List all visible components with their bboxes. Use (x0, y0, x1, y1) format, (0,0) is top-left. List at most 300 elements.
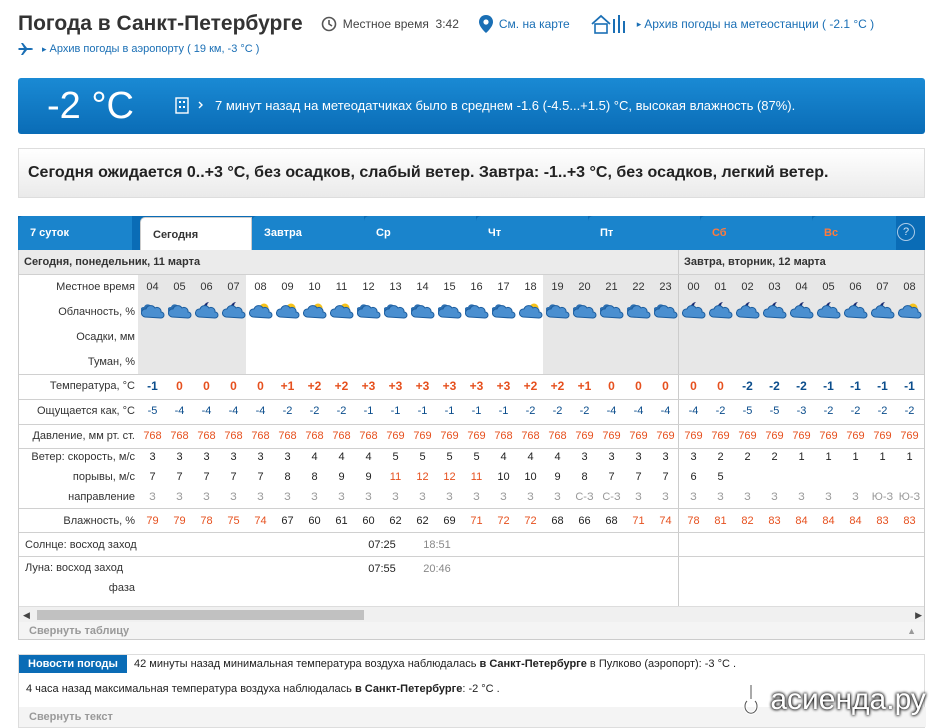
direction-cell: З (554, 491, 561, 503)
station-archive-link[interactable] (590, 13, 874, 35)
feels-cell: -4 (255, 405, 266, 417)
feels-cell: -5 (147, 405, 158, 417)
cloudy-icon (384, 300, 408, 323)
news-text: в Пулково (аэропорт): -3 °C . (586, 658, 737, 670)
gusts-cell: 9 (365, 471, 372, 483)
partly-cloudy-night-icon (222, 300, 246, 323)
hours-cell: 02 (741, 281, 754, 293)
pressure-cell: 768 (521, 430, 540, 442)
hours-cell: 06 (200, 281, 213, 293)
cloudy-icon (492, 300, 516, 323)
row-divider (19, 399, 925, 400)
humidity-cell: 82 (741, 515, 754, 527)
humidity-cell: 72 (497, 515, 510, 527)
feels-cell: -2 (579, 405, 590, 417)
news-city: в Санкт-Петербурге (479, 658, 587, 670)
cloud-night-icon (627, 300, 651, 323)
partly-cloudy-night-icon (709, 300, 733, 323)
humidity-cell: 71 (470, 515, 483, 527)
direction-cell: З (311, 491, 318, 503)
page-title: Погода в Санкт-Петербурге (18, 12, 303, 35)
temp-cell: -2 (796, 379, 807, 393)
hours-cell: 07 (876, 281, 889, 293)
collapse-text-label: Свернуть текст (29, 711, 113, 723)
gusts-cell: 7 (203, 471, 210, 483)
scrollbar-thumb[interactable] (37, 610, 364, 620)
pressure-cell: 769 (440, 430, 459, 442)
row-divider (19, 448, 925, 449)
map-link[interactable] (479, 15, 570, 33)
feels-cell: -2 (336, 405, 347, 417)
humidity-cell: 62 (389, 515, 402, 527)
pressure-cell: 769 (575, 430, 594, 442)
temp-cell: -1 (850, 379, 861, 393)
day-label-today: Сегодня, понедельник, 11 марта (24, 256, 201, 268)
hours-cell: 03 (768, 281, 781, 293)
temp-cell: +3 (469, 379, 484, 393)
row-label: Облачность, % (58, 306, 135, 318)
row-divider (19, 556, 925, 557)
pressure-cell: 768 (278, 430, 297, 442)
pressure-cell: 769 (629, 430, 648, 442)
sunset-time: 18:51 (423, 539, 451, 551)
temp-cell: +2 (334, 379, 349, 393)
hours-cell: 14 (416, 281, 429, 293)
humidity-cell: 60 (362, 515, 375, 527)
direction-cell: З (392, 491, 399, 503)
wind-cell: 3 (690, 451, 697, 463)
humidity-cell: 84 (795, 515, 808, 527)
gusts-cell: 5 (717, 471, 724, 483)
humidity-cell: 75 (227, 515, 240, 527)
partly-sunny-icon (330, 300, 354, 323)
hours-cell: 06 (849, 281, 862, 293)
hours-cell: 04 (146, 281, 159, 293)
tab-label: Завтра (264, 227, 302, 239)
humidity-cell: 60 (308, 515, 321, 527)
sunrise-time: 07:25 (368, 539, 396, 551)
feels-cell: -4 (228, 405, 239, 417)
wind-cell: 4 (554, 451, 561, 463)
tab-today[interactable] (140, 217, 252, 251)
station-link-label: Архив погоды на метеостанции (644, 17, 819, 31)
tab-day-5[interactable] (588, 216, 700, 250)
direction-cell: З (798, 491, 805, 503)
feels-cell: -1 (363, 405, 374, 417)
scroll-left-icon[interactable]: ◀ (23, 610, 30, 620)
airport-archive-link[interactable] (18, 42, 259, 56)
partly-cloudy-night-icon (195, 300, 219, 323)
pressure-cell: 769 (846, 430, 865, 442)
pressure-cell: 769 (413, 430, 432, 442)
gusts-cell: 6 (690, 471, 697, 483)
humidity-cell: 66 (578, 515, 591, 527)
wind-cell: 2 (744, 451, 751, 463)
news-city: в Санкт-Петербурге (354, 683, 463, 695)
hours-cell: 09 (281, 281, 294, 293)
hours-cell: 08 (903, 281, 916, 293)
wind-cell: 4 (365, 451, 372, 463)
partly-cloudy-night-icon (844, 300, 868, 323)
feels-cell: -2 (877, 405, 888, 417)
hours-cell: 15 (443, 281, 456, 293)
temp-cell: 0 (608, 379, 615, 393)
pressure-cell: 768 (494, 430, 513, 442)
gusts-cell: 7 (257, 471, 264, 483)
hours-cell: 00 (687, 281, 700, 293)
cloudy-icon (357, 300, 381, 323)
tab-day-4[interactable] (476, 216, 588, 250)
wind-cell: 3 (149, 451, 156, 463)
temp-cell: 0 (257, 379, 264, 393)
airport-link-label: Архив погоды в аэропорту (49, 43, 184, 55)
sun-label: Солнце: восход заход (25, 539, 137, 551)
row-label: направление (68, 491, 135, 503)
feels-cell: -1 (390, 405, 401, 417)
horizontal-scrollbar[interactable] (19, 606, 925, 622)
humidity-cell: 83 (768, 515, 781, 527)
direction-cell: З (230, 491, 237, 503)
row-label: Ветер: скорость, м/с (31, 451, 135, 463)
tab-day-2[interactable] (252, 216, 364, 250)
gusts-cell: 7 (662, 471, 669, 483)
local-time-value: 3:42 (435, 17, 459, 31)
tab-label: Ср (376, 227, 391, 239)
guitar-icon (740, 683, 762, 719)
feels-cell: -1 (498, 405, 509, 417)
partly-sunny-icon (519, 300, 543, 323)
wind-cell: 4 (527, 451, 534, 463)
header (18, 10, 894, 38)
feels-cell: -2 (715, 405, 726, 417)
gusts-cell: 11 (389, 471, 402, 483)
temp-cell: +2 (523, 379, 538, 393)
hours-cell: 13 (389, 281, 402, 293)
row-divider (19, 532, 925, 533)
temp-cell: 0 (717, 379, 724, 393)
row-label: Влажность, % (63, 515, 135, 527)
station-temp: ( -2.1 °C ) (822, 17, 875, 31)
feels-cell: -2 (850, 405, 861, 417)
airplane-icon (18, 42, 34, 56)
tab-label: Вс (824, 227, 839, 239)
pressure-cell: 768 (143, 430, 162, 442)
direction-cell: З (635, 491, 642, 503)
direction-cell: Ю-З (871, 491, 894, 503)
temp-cell: +3 (415, 379, 430, 393)
hours-cell: 17 (497, 281, 510, 293)
map-pin-icon (479, 15, 493, 33)
news-text: : -2 °C . (462, 683, 500, 695)
hours-cell: 04 (795, 281, 808, 293)
day-separator (678, 250, 679, 606)
row-label: Туман, % (87, 356, 135, 368)
wind-cell: 3 (257, 451, 264, 463)
gusts-cell: 8 (284, 471, 291, 483)
humidity-cell: 71 (632, 515, 645, 527)
tab-7-days[interactable] (18, 216, 132, 250)
row-label: Давление, мм рт. ст. (32, 430, 135, 442)
gusts-cell: 8 (311, 471, 318, 483)
feels-cell: -1 (444, 405, 455, 417)
row-label: порывы, м/с (72, 471, 135, 483)
crescent-moon-icon (404, 584, 418, 605)
hours-cell: 21 (605, 281, 618, 293)
feels-cell: -5 (742, 405, 753, 417)
pressure-cell: 769 (684, 430, 703, 442)
partly-sunny-icon (303, 300, 327, 323)
cloud-night-icon (654, 300, 678, 323)
temp-cell: +3 (361, 379, 376, 393)
direction-cell: З (717, 491, 724, 503)
feels-cell: -4 (201, 405, 212, 417)
wind-cell: 5 (446, 451, 453, 463)
humidity-cell: 68 (605, 515, 618, 527)
gusts-cell: 8 (581, 471, 588, 483)
pressure-cell: 769 (467, 430, 486, 442)
tab-label: Сб (712, 227, 727, 239)
wind-cell: 5 (473, 451, 480, 463)
feels-cell: -2 (309, 405, 320, 417)
direction-cell: Ю-З (898, 491, 921, 503)
hours-cell: 10 (308, 281, 321, 293)
hours-cell: 05 (173, 281, 186, 293)
hours-cell: 01 (714, 281, 727, 293)
partly-cloudy-night-icon (817, 300, 841, 323)
partly-cloudy-night-icon (736, 300, 760, 323)
cloudy-icon (438, 300, 462, 323)
gusts-cell: 7 (149, 471, 156, 483)
temp-cell: 0 (203, 379, 210, 393)
pressure-cell: 769 (900, 430, 919, 442)
humidity-cell: 79 (173, 515, 186, 527)
partly-cloudy-night-icon (682, 300, 706, 323)
cloud-night-icon (600, 300, 624, 323)
pressure-cell: 768 (305, 430, 324, 442)
hours-cell: 08 (254, 281, 267, 293)
wind-cell: 2 (717, 451, 724, 463)
direction-cell: З (500, 491, 507, 503)
row-label: Осадки, мм (76, 331, 135, 343)
wind-cell: 1 (825, 451, 832, 463)
tab-day-7[interactable] (812, 216, 896, 250)
chevron-right-icon: ▸ (636, 18, 642, 29)
hours-cell: 19 (551, 281, 564, 293)
temp-cell: +3 (388, 379, 403, 393)
temp-cell: +1 (280, 379, 295, 393)
temp-cell: 0 (230, 379, 237, 393)
partly-sunny-icon (249, 300, 273, 323)
pressure-cell: 768 (332, 430, 351, 442)
wind-cell: 1 (879, 451, 886, 463)
gusts-cell: 7 (608, 471, 615, 483)
direction-cell: З (257, 491, 264, 503)
hours-cell: 16 (470, 281, 483, 293)
partly-cloudy-night-icon (790, 300, 814, 323)
direction-cell: З (149, 491, 156, 503)
gusts-cell: 7 (635, 471, 642, 483)
wind-cell: 1 (906, 451, 913, 463)
temp-cell: 0 (662, 379, 669, 393)
pressure-cell: 768 (359, 430, 378, 442)
help-icon[interactable]: ? (897, 223, 915, 241)
temp-cell: +1 (577, 379, 592, 393)
feels-cell: -1 (417, 405, 428, 417)
feels-cell: -4 (688, 405, 699, 417)
pressure-cell: 769 (765, 430, 784, 442)
direction-cell: З (203, 491, 210, 503)
pressure-cell: 768 (197, 430, 216, 442)
scroll-right-icon[interactable]: ▶ (915, 610, 922, 620)
humidity-cell: 84 (822, 515, 835, 527)
pressure-cell: 769 (602, 430, 621, 442)
feels-cell: -2 (525, 405, 536, 417)
pressure-cell: 768 (548, 430, 567, 442)
humidity-cell: 78 (687, 515, 700, 527)
gusts-cell: 9 (554, 471, 561, 483)
wind-cell: 3 (635, 451, 642, 463)
tab-day-6[interactable] (700, 216, 812, 250)
news-item (26, 683, 500, 695)
row-divider (19, 374, 925, 375)
wind-cell: 3 (662, 451, 669, 463)
humidity-cell: 72 (524, 515, 537, 527)
day-label-tomorrow: Завтра, вторник, 12 марта (684, 256, 826, 268)
gusts-cell: 12 (416, 471, 429, 483)
humidity-cell: 74 (254, 515, 267, 527)
humidity-cell: 84 (849, 515, 862, 527)
current-weather-text: 7 минут назад на метеодатчиках было в среднем -1.6 (-4.5...+1.5) °C, высокая влажность (87%). (215, 98, 796, 113)
wind-cell: 3 (284, 451, 291, 463)
clock-icon (321, 16, 337, 32)
temp-cell: 0 (635, 379, 642, 393)
feels-cell: -1 (471, 405, 482, 417)
wind-cell: 1 (798, 451, 805, 463)
direction-cell: З (662, 491, 669, 503)
direction-cell: З (419, 491, 426, 503)
hours-cell: 23 (659, 281, 672, 293)
feels-cell: -4 (633, 405, 644, 417)
temp-cell: 0 (176, 379, 183, 393)
cloudy-icon (411, 300, 435, 323)
humidity-cell: 61 (335, 515, 348, 527)
row-divider (19, 274, 925, 275)
direction-cell: З (690, 491, 697, 503)
cloud-night-icon (573, 300, 597, 323)
gusts-cell: 11 (470, 471, 483, 483)
news-text: 42 минуты назад минимальная температура воздуха наблюдалась (134, 658, 480, 670)
direction-cell: С-З (602, 491, 621, 503)
row-label: Ощущается как, °C (36, 405, 135, 417)
wind-cell: 5 (419, 451, 426, 463)
temp-cell: -1 (904, 379, 915, 393)
partly-cloudy-night-icon (871, 300, 895, 323)
row-label: Температура, °C (49, 380, 135, 392)
pressure-cell: 769 (711, 430, 730, 442)
humidity-cell: 62 (416, 515, 429, 527)
direction-cell: С-З (575, 491, 594, 503)
partly-sunny-icon (898, 300, 922, 323)
temp-cell: -1 (147, 379, 158, 393)
feels-cell: -2 (904, 405, 915, 417)
wind-cell: 5 (392, 451, 399, 463)
row-divider (19, 508, 925, 509)
temp-cell: +2 (307, 379, 322, 393)
humidity-cell: 69 (443, 515, 456, 527)
wind-cell: 3 (230, 451, 237, 463)
feels-cell: -3 (796, 405, 807, 417)
moonset-time: 20:46 (423, 563, 451, 575)
humidity-cell: 81 (714, 515, 727, 527)
moonrise-time: 07:55 (368, 563, 396, 575)
direction-cell: З (284, 491, 291, 503)
temp-cell: 0 (690, 379, 697, 393)
station-sensor-icon (175, 95, 205, 120)
direction-cell: З (825, 491, 832, 503)
feels-cell: -4 (660, 405, 671, 417)
wind-cell: 4 (311, 451, 318, 463)
temp-cell: -1 (823, 379, 834, 393)
wind-cell: 1 (852, 451, 859, 463)
gusts-cell: 9 (338, 471, 345, 483)
news-badge: Новости погоды (19, 655, 127, 673)
moon-label: Луна: восход заход (25, 562, 124, 574)
collapse-table-button[interactable] (19, 622, 925, 640)
direction-cell: З (527, 491, 534, 503)
watermark-logo (740, 676, 930, 724)
pressure-cell: 769 (386, 430, 405, 442)
feels-cell: -2 (552, 405, 563, 417)
cloud-night-icon (168, 300, 192, 323)
gusts-cell: 7 (230, 471, 237, 483)
chevron-right-icon: ▸ (42, 43, 47, 54)
hours-cell: 18 (524, 281, 537, 293)
local-time (321, 16, 459, 32)
watermark-text: асиенда.ру (770, 683, 926, 716)
hours-cell: 05 (822, 281, 835, 293)
pressure-cell: 769 (873, 430, 892, 442)
wind-cell: 2 (771, 451, 778, 463)
news-text: 4 часа назад максимальная температура воздуха наблюдалась (26, 683, 355, 695)
row-label: Местное время (56, 281, 135, 293)
direction-cell: З (473, 491, 480, 503)
partly-cloudy-night-icon (763, 300, 787, 323)
map-link-label: См. на карте (498, 17, 570, 31)
feels-cell: -2 (823, 405, 834, 417)
wind-cell: 3 (203, 451, 210, 463)
humidity-cell: 68 (551, 515, 564, 527)
temp-cell: -1 (877, 379, 888, 393)
forecast-summary: Сегодня ожидается 0..+3 °C, без осадков, слабый ветер. Завтра: -1..+3 °C, без осадков, легкий ветер. (18, 148, 925, 198)
collapse-arrow-icon: ▲ (907, 626, 916, 636)
pressure-cell: 769 (656, 430, 675, 442)
pressure-cell: 769 (738, 430, 757, 442)
row-divider (19, 424, 925, 425)
wind-cell: 3 (581, 451, 588, 463)
direction-cell: З (446, 491, 453, 503)
tab-label: Чт (488, 227, 502, 239)
current-temperature: -2 °C (47, 85, 134, 127)
direction-cell: З (771, 491, 778, 503)
hours-cell: 11 (335, 281, 348, 293)
tab-day-3[interactable] (364, 216, 476, 250)
wind-cell: 3 (176, 451, 183, 463)
humidity-cell: 83 (876, 515, 889, 527)
gusts-cell: 10 (524, 471, 537, 483)
cloudy-icon (465, 300, 489, 323)
humidity-cell: 67 (281, 515, 294, 527)
hours-cell: 20 (578, 281, 591, 293)
